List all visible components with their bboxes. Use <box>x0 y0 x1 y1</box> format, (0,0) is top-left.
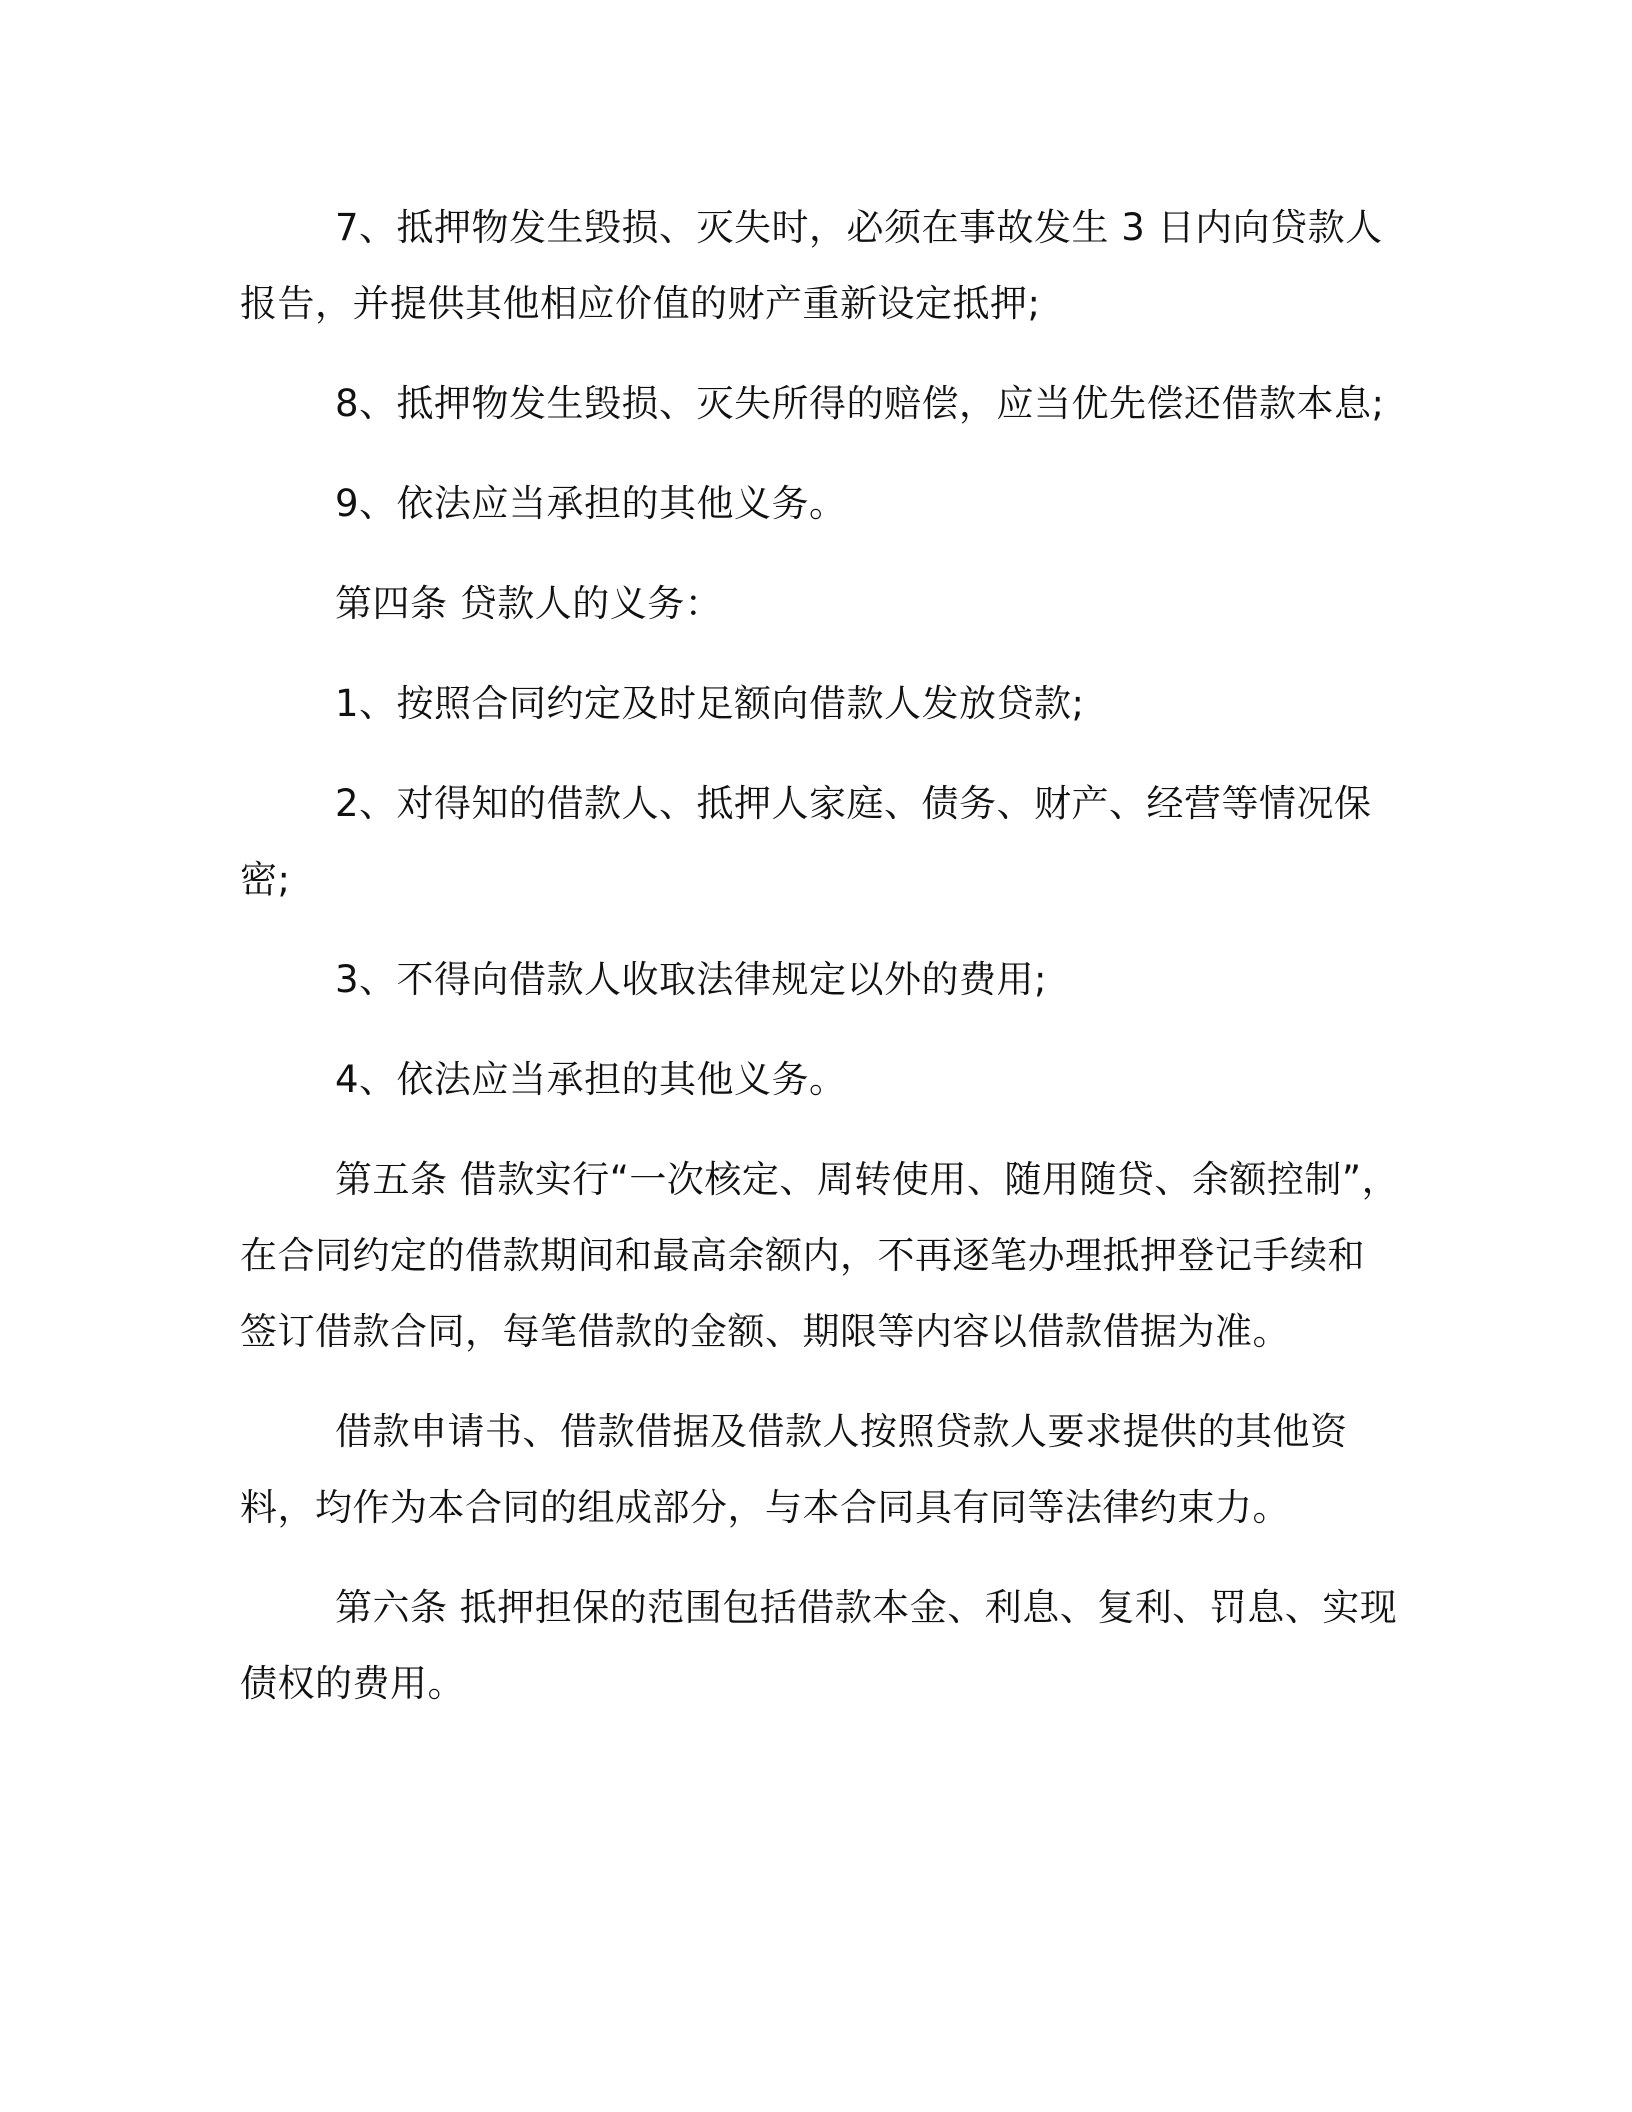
document-body <box>240 190 1400 1722</box>
paragraph-lender-duty-1: 1、按照合同约定及时足额向借款人发放贷款; <box>335 682 1085 725</box>
paragraph-clause-8: 8、抵押物发生毁损、灭失所得的赔偿，应当优先偿还借款本息; <box>335 382 1385 425</box>
article-4-heading: 第四条 贷款人的义务： <box>335 582 723 625</box>
paragraph-lender-duty-3: 3、不得向借款人收取法律规定以外的费用; <box>335 958 1048 1001</box>
article-5-supplement-paragraph: 借款申请书、借款借据及借款人按照贷款人要求提供的其他资料，均作为本合同的组成部分，与本合同具有同等法律约束力。 <box>240 1410 1348 1529</box>
article-5-paragraph: 第五条 借款实行“一次核定、周转使用、随用随贷、余额控制”，在合同约定的借款期间和最高余额内，不再逐笔办理抵押登记手续和签订借款合同，每笔借款的金额、期限等内容以借款借据为准。 <box>240 1158 1400 1353</box>
paragraph-lender-duty-2: 2、对得知的借款人、抵押人家庭、债务、财产、经营等情况保密; <box>240 782 1372 901</box>
paragraph-clause-9: 9、依法应当承担的其他义务。 <box>335 482 847 525</box>
article-6-paragraph: 第六条 抵押担保的范围包括借款本金、利息、复利、罚息、实现债权的费用。 <box>240 1586 1398 1705</box>
paragraph-lender-duty-4: 4、依法应当承担的其他义务。 <box>335 1058 847 1101</box>
paragraph-clause-7: 7、抵押物发生毁损、灭失时，必须在事故发生 3 日内向贷款人报告，并提供其他相应价值的财产重新设定抵押; <box>240 206 1383 325</box>
